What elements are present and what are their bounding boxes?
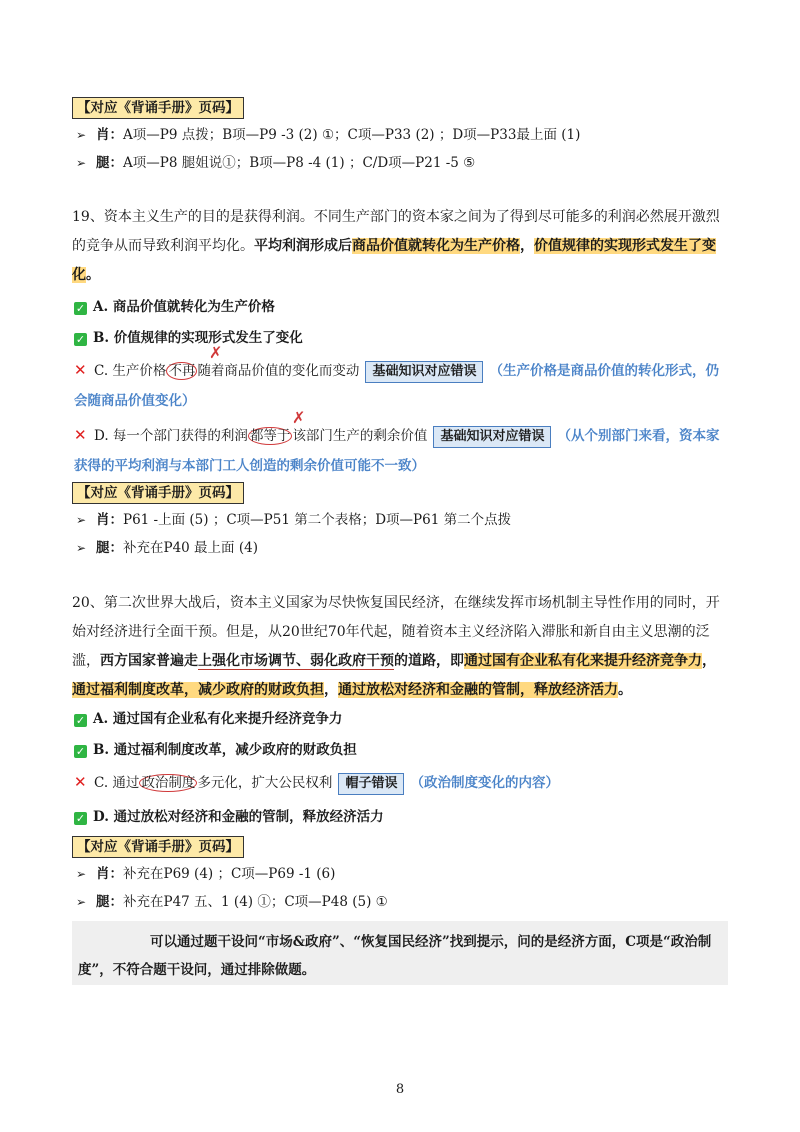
q19-xiao-ref: ➢ 肖：P61 -上面 (5) ；C项—P51 第二个表格；D项—P61 第二个点拨 — [76, 512, 512, 528]
q19-option-d: ✕ D. 每一个部门获得的利润 都等于 该部门生产的剩余价值 基础知识对应错误 （从个别部门来看，资本家获得的平均利润与本部门工人创造的剩余价值可能不一致） — [74, 420, 730, 481]
q18-xiao-ref: ➢ 肖：A项—P9 点拨；B项—P9 -3 (2) ①；C项—P33 (2) ；D项—P33最上面 (1) — [76, 127, 581, 143]
q19-option-b: ✓ B. 价值规律的实现形式发生了变化 — [75, 330, 303, 346]
q20-option-d: ✓ D. 通过放松对经济和金融的管制，释放经济活力 — [75, 809, 384, 825]
arrow-bullet-icon: ➢ — [76, 867, 87, 881]
q19-option-c: ✕ C. 生产价格 不再 随着商品价值的变化而变动 基础知识对应错误 （生产价格是商品价值的转化形式，仍会随商品价值变化） — [74, 355, 730, 416]
ref-header-block — [72, 97, 732, 119]
error-circle-mark: 都等于 — [249, 428, 291, 444]
q20-tui-ref: ➢ 腿：补充在P47 五、1 (4) ①；C项—P48 (5) ① — [76, 894, 388, 910]
ref-header-block — [72, 836, 732, 858]
cross-icon: ✕ — [74, 426, 87, 444]
arrow-bullet-icon: ➢ — [76, 513, 87, 527]
red-x-mark-icon: ✗ — [209, 343, 223, 362]
q19-option-a: ✓ A. 商品价值就转化为生产价格 — [75, 299, 275, 315]
check-icon: ✓ — [75, 333, 86, 346]
arrow-bullet-icon: ➢ — [76, 541, 87, 555]
error-circle-mark: 不再 — [168, 363, 196, 379]
arrow-bullet-icon: ➢ — [76, 895, 87, 909]
q20-option-a: ✓ A. 通过国有企业私有化来提升经济竞争力 — [75, 711, 343, 727]
cross-icon: ✕ — [74, 773, 87, 791]
check-icon: ✓ — [75, 714, 86, 727]
error-type-tag: 帽子错误 — [338, 773, 404, 795]
error-type-tag: 基础知识对应错误 — [365, 361, 483, 383]
q20-stem: 20、第二次世界大战后，资本主义国家为尽快恢复国民经济，在继续发挥市场机制主导性作用的同时，开始对经济进行全面干预。但是，从20世纪70年代起，随着资本主义经济陷入滞胀和新自由主义思潮的泛滥，西方国家普遍走上强化市场调节、弱化政府干预的道路，即通过国有企业私有化来提升经济竞争力，通过福利制度改革，减少政府的财政负担，通过放松对经济和金融的管制，释放经济活力。 — [72, 595, 720, 698]
arrow-bullet-icon: ➢ — [76, 156, 87, 170]
tip-text: 可以通过题干设问“市场&政府”、“恢复国民经济”找到提示，问的是经济方面，C项是“政治制度”，不符合题干设问，通过排除做题。 — [78, 934, 712, 978]
error-circle-mark: 政治制度 — [141, 775, 196, 791]
check-icon: ✓ — [75, 812, 86, 825]
ref-header: 【对应《背诵手册》页码】 — [72, 97, 244, 119]
check-icon: ✓ — [75, 302, 86, 315]
cross-icon: ✕ — [74, 361, 87, 379]
q20-option-b: ✓ B. 通过福利制度改革，减少政府的财政负担 — [75, 742, 357, 758]
ref-header: 【对应《背诵手册》页码】 — [72, 836, 244, 858]
red-x-mark-icon: ✗ — [292, 408, 306, 427]
ref-header-block — [72, 482, 732, 504]
underlined-phrase: 上强化市场调节、弱化政府干预 — [198, 653, 394, 669]
q18-tui-ref: ➢ 腿：A项—P8 腿姐说①；B项—P8 -4 (1) ；C/D项—P21 -5 ⑤ — [76, 155, 476, 171]
page-number: 8 — [395, 1082, 405, 1097]
q19-tui-ref: ➢ 腿：补充在P40 最上面 (4) — [76, 540, 258, 556]
ref-header: 【对应《背诵手册》页码】 — [72, 482, 244, 504]
error-type-tag: 基础知识对应错误 — [433, 426, 551, 448]
arrow-bullet-icon: ➢ — [76, 128, 87, 142]
check-icon: ✓ — [75, 745, 86, 758]
q20-option-c: ✕ C. 通过 政治制度 多元化，扩大公民权利 帽子错误 （政治制度变化的内容） — [74, 767, 730, 798]
q20-xiao-ref: ➢ 肖：补充在P69 (4) ；C项—P69 -1 (6) — [76, 866, 336, 882]
q19-stem: 19、资本主义生产的目的是获得利润。不同生产部门的资本家之间为了得到尽可能多的利润必然展开激烈的竞争从而导致利润平均化。平均利润形成后商品价值就转化为生产价格，价值规律的实现形式发生了变化。 — [72, 209, 720, 283]
